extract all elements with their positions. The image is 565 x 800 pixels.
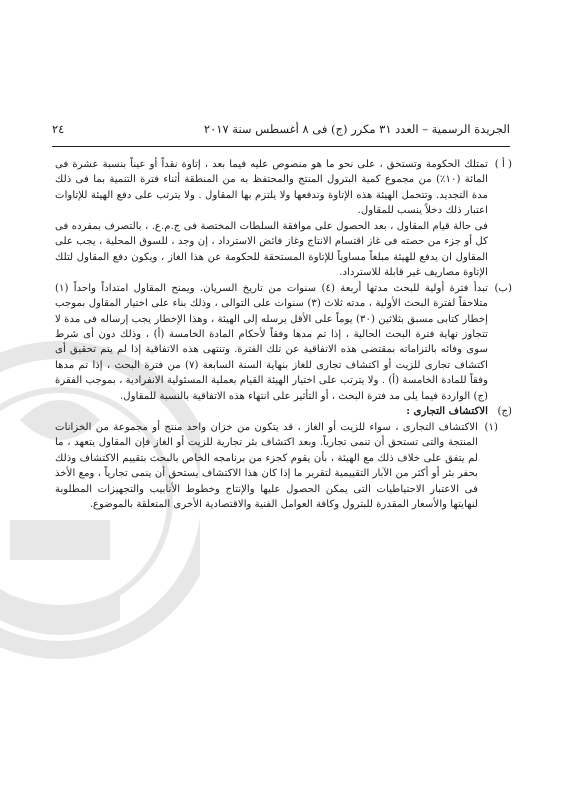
section-a-marker: ( أ ) xyxy=(494,159,512,170)
page-number: ٢٤ xyxy=(52,122,65,136)
section-a xyxy=(55,157,512,281)
section-c-heading: الاكتشاف التجارى : xyxy=(406,405,488,418)
section-c-item-1-text: الاكتشاف التجارى ، سواء للزيت أو الغاز ، قد يتكون من خزان واحد منتج أو مجموعة من الخزانات المنتجة والتى تستحق أن تنمى تجارياً. وبعد اكتشاف بئر تجارية للزيت أو الغاز فإن المقاول يتعهد ، ما لم يتفق على خلاف ذلك مع الهيئة ، بأن يقوم كجزء من برنامجه الخاص بالبحث بتقييم الاكتشاف وذلك بحفر بئر أو أكثر من الآبار التقييمية لتقرير ما إذا كان هذا الاكتشاف يستحق أن ينمى تجارياً ، ومع الأخذ فى الاعتبار الاحتياطيات التى يمكن الحصول عليها والإنتاج وخطوط الأنابيب والتجهيزات المطلوبة لنهايتها والأسعار المقدرة للبترول وكافة العوامل الفنية والاقتصادية الأخرى المتعلقة بالموضوع. xyxy=(55,421,478,510)
section-b-paragraph: تبدأ فترة أولية للبحث مدتها أربعة (٤) سنوات من تاريخ السريان. ويمنح المقاول امتداداً واحداً (١) متلاحقاً لفترة البحث الأولية ، مدته ثلاث (٣) سنوات على التوالى ، وذلك بناء على اختيار المقاول بموجب إخطار كتابى مسبق بثلاثين (٣٠) يوماً على الأقل يرسله إلى الهيئة ، وهذا الإخطار يجب إرساله فى مدة لا تتجاوز نهاية فترة البحث الحالية ، إذا تم مدها وفقاً لأحكام المادة الخامسة (أ) ، وذلك دون أى شرط سوى وفائه بالتزاماته بمقتضى هذه الاتفاقية عن تلك الفترة. وتنتهى هذه الاتفاقية إذا لم يتم تحقيق أى اكتشاف تجارى للزيت أو اكتشاف تجارى للغاز بنهاية السنة السابعة (٧) من فترة البحث ، إذا تم مدها وفقاً للمادة الخامسة (أ) . ولا يترتب على اختيار الهيئة القيام بعملية المسئولية الانفرادية ، بموجب الفقرة (ج) الواردة فيما يلى مد فترة البحث ، أو التأثير على انتهاء هذه الاتفاقية بالنسبة للمقاول. xyxy=(55,282,488,402)
header-rule xyxy=(52,146,510,147)
section-a-paragraph-2: فى حالة قيام المقاول ، بعد الحصول على موافقة السلطات المختصة فى ج.م.ع. ، بالتصرف بمفرده فى كل أو جزء من حصته فى غاز اقتسام الانتاج وغاز فائض الاسترداد ، إن وجد ، للسوق المحلية ، يجب على المقاول ان يدفع للهيئة مبلغاً مساوياً للإتاوة المستحقة للحكومة عن هذا الغاز ، ويكون دفع المقاول لتلك الإتاوة مصاريف غير قابلة للاسترداد. xyxy=(55,220,488,279)
section-c-item-1 xyxy=(55,420,498,513)
gazette-title: الجريدة الرسمية – العدد ٣١ مكرر (ج) فى ٨ أغسطس سنة ٢٠١٧ xyxy=(203,122,510,136)
section-a-paragraph-1: تمتلك الحكومة وتستحق ، على نحو ما هو منصوص عليه فيما بعد ، إتاوة نقداً أو عيناً بنسبة عشرة فى المائة (١٠٪) من مجموع كمية البترول المنتج والمحتفظ به من المنطقة أثناء فترة التنمية بما فى ذلك مدة التجديد. وتتحمل الهيئة هذه الإتاوة وتدفعها ولا يلتزم بها المقاول . ولا يترتب على دفع الهيئة للإتاوات اعتبار ذلك دخلاً ينسب للمقاول. xyxy=(55,159,488,217)
section-b xyxy=(55,281,512,405)
document-body xyxy=(55,157,512,512)
page-header xyxy=(52,122,510,136)
section-c-marker: (ج) xyxy=(497,406,512,418)
section-c-item-1-marker: (١) xyxy=(484,421,498,433)
section-c xyxy=(55,404,512,419)
section-b-marker: (ب) xyxy=(494,282,512,294)
